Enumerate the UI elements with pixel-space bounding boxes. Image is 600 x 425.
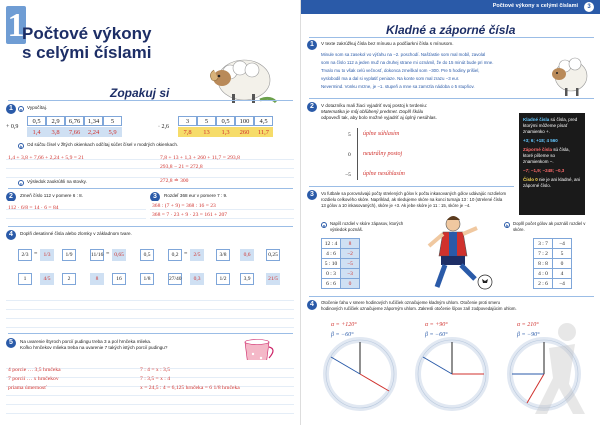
eq-op: = <box>106 251 110 257</box>
ram-illustration <box>200 40 280 108</box>
answer-cell: 7,66 <box>65 127 84 137</box>
ex4-r1-c3: 11/16 <box>90 249 104 261</box>
cell: 2,9 <box>46 116 65 126</box>
ex5-l2b: 7 : 3,5 = x : 4 <box>140 376 171 382</box>
ex1-calc-b1: 1,4 + 3,8 + 7,66 + 2,24 + 5,9 = 21 <box>8 155 84 161</box>
def-pos-title: Kladné čísla <box>523 117 550 122</box>
angle-1-alpha: α = +120° <box>331 322 357 328</box>
ex5-l1b: 7 : 4 = x : 3,5 <box>140 367 171 373</box>
cell: 5 <box>553 249 572 259</box>
scale-top: 5 <box>348 132 351 138</box>
angle-3-alpha: α = 210° <box>517 322 539 328</box>
cell: 3 <box>178 116 197 126</box>
ex4-r2-c1: 1 <box>18 273 32 285</box>
section-divider <box>309 37 594 38</box>
answer-cell: −3 <box>341 269 360 279</box>
ex4-r1-a2: 0,65 <box>112 249 126 261</box>
divider <box>8 188 293 189</box>
cell: 0,5 <box>216 116 235 126</box>
cell: 12 : 4 <box>322 239 341 249</box>
answer-cell: 11,7 <box>254 127 273 137</box>
section-title: Zopakuj si <box>110 86 170 100</box>
ex1-op2: · 2,6 <box>158 124 169 130</box>
scale-mid: 0 <box>348 152 351 158</box>
ex2-task: Zmeň číslo 112 v pomere 6 : 8. <box>20 193 83 198</box>
cell: 5 : 10 <box>322 259 341 269</box>
ex4-r1-c5: 0,2 <box>168 249 182 261</box>
ex4-text1: Otočenie ťahu v smere hodinových ručičiek označujeme kladným uhlom. Otočenie proti smeru <box>321 300 501 305</box>
cell: 6 : 6 <box>322 279 341 289</box>
answer-cell: 2,24 <box>84 127 103 137</box>
exercise-3-badge: 3 <box>150 192 160 202</box>
exercise-1-badge: 1 <box>6 104 16 114</box>
cell: 4 : 6 <box>322 249 341 259</box>
ex5-l3b: x = 24,5 : 4 = 6,125 hrnčeka = 6 1/8 hrnčeka <box>140 385 240 391</box>
ex4-r2-c4: 1/8 <box>140 273 154 285</box>
ex3-sub-a: a <box>322 223 326 228</box>
ex4-r2-c6: 1/2 <box>216 273 230 285</box>
ex4-task: Doplň desatinné čísla alebo zlomky v základnom tvare. <box>20 231 132 236</box>
footballer-illustration <box>409 212 499 294</box>
divider <box>309 296 594 297</box>
ex4-r2-c7: 3,9 <box>240 273 254 285</box>
cell: −4 <box>553 239 572 249</box>
ex3-task: Rozdeľ 368 eur v pomere 7 : 9. <box>164 193 228 198</box>
ex5-task2: Koľko hrnčekov mlieka treba na uvarenie 7 takých istých porcií pudingu? <box>20 345 168 350</box>
answer-cell: 260 <box>235 127 254 137</box>
ex5-l2a: 7 porcií … x hrnčekov <box>8 376 59 382</box>
eq-op: = <box>184 251 188 257</box>
ex2-text3: odpoveďí tak, aby bolo možné vyjadriť aj úplný nesúhlas. <box>321 115 437 120</box>
def-neg-examples: −7; −1,9; −248; −0,3 <box>523 168 565 173</box>
exercise-5-badge: 5 <box>6 338 16 348</box>
chapter-title-line2: s celými číslami <box>22 43 152 62</box>
ex4-r1-c1: 2/3 <box>18 249 32 261</box>
ex2-calc: 112 · 6/8 = 14 · 6 = 84 <box>8 205 59 211</box>
cell: 4 <box>553 269 572 279</box>
ex4-r1-c4: 0,5 <box>140 249 154 261</box>
ex1-sub-b: b <box>19 144 23 149</box>
cell: 3 : 7 <box>534 239 553 249</box>
ex1-table2-top <box>178 116 273 126</box>
ex1-sub-a: a <box>19 107 23 112</box>
ex1-task-b: Od súčtu čísel v žltých okienkach odčítaj súčet čísel v modrých okienkach. <box>27 142 179 147</box>
ex5-task1: Na uvarenie štyroch porcií pudingu treba 3 a pol hrnčeka mlieka. <box>20 339 152 344</box>
cell: 100 <box>235 116 254 126</box>
exercise-4-badge: 4 <box>307 300 317 310</box>
ex1-calc-b3: 293,8 − 21 = 272,8 <box>160 164 203 170</box>
scale-bottom: −5 <box>345 172 351 178</box>
ex4-lines <box>6 292 294 328</box>
scale-label-bottom: úplne nesúhlasím <box>363 171 405 177</box>
ex3-calc2: 368 = 7 · 23 + 9 · 23 = 161 + 207 <box>152 212 228 218</box>
def-neg-text: sú čísla, ktoré píšeme so znamienkom −. <box>523 147 570 164</box>
ex4-r2-a4: 21/5 <box>266 273 280 285</box>
divider <box>309 98 594 99</box>
divider <box>8 226 293 227</box>
cell: 1,34 <box>84 116 103 126</box>
cell: 7 : 2 <box>534 249 553 259</box>
exercise-1-badge: 1 <box>307 40 317 50</box>
cell: 5 <box>103 116 122 126</box>
running-header: Počtové výkony s celými číslami <box>492 3 578 9</box>
ex1-task-c: Výsledok zaokrúhli na stovky. <box>27 179 87 184</box>
section-divider <box>8 100 293 101</box>
ex1-op1: + 0,9 <box>6 124 19 130</box>
answer-cell: 1,4 <box>27 127 46 137</box>
exercise-4-badge: 4 <box>6 230 16 240</box>
ex1-text6: Nevermind. Vonku mrzne, je −1. stupeň a mne sa zamrzla nádoba o 5 stupňov. <box>321 84 475 89</box>
exercise-2-badge: 2 <box>307 102 317 112</box>
ex4-r2-a2: 8 <box>90 273 104 285</box>
ex1-task: Vypočítaj. <box>27 105 48 110</box>
cell: 8 : 8 <box>534 259 553 269</box>
scale-label-top: úplne súhlasím <box>363 131 400 137</box>
ex3-task-a: Napíš rozdiel v skóre zápasov, ktorých výsledok poznáš. <box>330 221 404 232</box>
scale-axis <box>357 128 358 180</box>
ex1-table1-top <box>27 116 122 126</box>
answer-cell: 8 <box>341 239 360 249</box>
angle-1-beta: β = −60° <box>331 332 354 338</box>
answer-cell: 7,8 <box>178 127 197 137</box>
ex4-r1-a1: 1/3 <box>40 249 54 261</box>
ex1-text4: Trvalo mu to však celú večnosť, dokonca zmeškal som −300. Pre 5 hodiny prišiel, <box>321 68 480 73</box>
cell: 0,5 <box>27 116 46 126</box>
cell: 4,5 <box>254 116 273 126</box>
answer-cell: 3,8 <box>46 127 65 137</box>
chapter-title-line1: Počtové výkony <box>22 24 152 43</box>
cell: 6,76 <box>65 116 84 126</box>
sheep-illustration <box>547 46 591 98</box>
def-zero-text: nie je ani kladné, ani záporné číslo. <box>523 177 581 188</box>
scale-label-mid: neutrálny postoj <box>363 151 403 157</box>
watermark-figure <box>519 318 591 422</box>
ex3-table-a <box>321 238 360 289</box>
def-zero-title: Číslo 0 <box>523 177 538 182</box>
answer-cell: 13 <box>197 127 216 137</box>
ex2-text2: Matematika je môj obľúbený predmet. Doplň škálu <box>321 109 424 114</box>
ex3-text3: 13 gólov a 10 inkasovaných), skóre je +3. Ak jebe skóre je 11 : 15, skóre je −4. <box>321 203 471 208</box>
ex4-r1-a3: 2/5 <box>190 249 204 261</box>
chapter-number: 1 <box>7 7 25 44</box>
ex4-r2-c2: 2 <box>62 273 76 285</box>
def-pos-examples: +3; 6; +18; 4 560 <box>523 138 558 143</box>
cell: −4 <box>553 279 572 289</box>
ex1-calc-b2: 7,8 + 13 + 1,3 + 260 + 11,7 = 293,8 <box>160 155 240 161</box>
ex1-text1: V texte zakrúžkuj čísla bez mínusu a podčiarkni čísla s mínusom. <box>321 41 454 46</box>
ex1-table2-ans <box>178 127 273 137</box>
ex4-r2-c5: 27/40 <box>168 273 182 285</box>
ex1-table1-ans <box>27 127 122 137</box>
right-page <box>300 0 600 425</box>
definition-box <box>519 113 585 215</box>
answer-cell: 5,9 <box>103 127 122 137</box>
ex3-text1: Vo futbale sa porovnávajú počty strelených gólov k počtu inkasovaných gólov udávajúc rozdielom <box>321 191 507 196</box>
answer-cell: −2 <box>341 249 360 259</box>
eq-op: = <box>34 251 38 257</box>
ex1-calc-c: 272,8 ≐ 300 <box>160 178 189 184</box>
ex4-r1-c6: 3/8 <box>216 249 230 261</box>
ex4-r2-a3: 0,3 <box>190 273 204 285</box>
ex3-sub-b: b <box>505 223 509 228</box>
exercise-3-badge: 3 <box>307 190 317 200</box>
answer-cell: −5 <box>341 259 360 269</box>
section-title: Kladné a záporné čísla <box>386 23 516 37</box>
ex5-l3a: priama úmernosť <box>8 385 47 391</box>
def-neg-title: Záporné čísla <box>523 147 553 152</box>
ex3-table-b <box>533 238 572 289</box>
angle-2-beta: β = −60° <box>425 332 448 338</box>
ex4-text2: hodinových ručičiek označujeme záporným uhlom. Zakresli otočenie šípov zaň zodpovedajúcim uhlom. <box>321 306 517 311</box>
angle-3-beta: β = −90° <box>517 332 540 338</box>
divider <box>309 186 514 187</box>
exercise-2-badge: 2 <box>6 192 16 202</box>
ex3-calc1: 368 : (7 + 9) = 368 : 16 = 23 <box>152 203 216 209</box>
page-number: 3 <box>584 2 594 12</box>
def-pos-text: sú čísla, pred ktorými môžeme písať znamienko +. <box>523 117 578 134</box>
cell: 0 <box>553 259 572 269</box>
cell: 0 : 3 <box>322 269 341 279</box>
ex1-text5: vyslobodil ma a dal si vyplatiť peniaze. Na konte som mal zrazu −3 eur. <box>321 76 460 81</box>
answer-cell: 1,3 <box>216 127 235 137</box>
ex2-text1: V dotazníku mali žiaci vyjadriť svoj postoj k tvrdeniu: <box>321 103 428 108</box>
answer-cell: 0 <box>341 279 360 289</box>
ex3-task-b: Doplň počet gólov ak poznáš rozdiel v skóre. <box>513 221 586 232</box>
angle-2-alpha: α = +90° <box>425 322 448 328</box>
ex4-r1-c2: 1/9 <box>62 249 76 261</box>
cell: 5 <box>197 116 216 126</box>
chapter-title <box>22 24 212 62</box>
ex1-text2: Minule som sa zasekol vo výťahu na −2. poschodí. Našťastie som mal mobil, zavolal <box>321 52 486 57</box>
ex1-text3: som na číslo 112 a jeden muž na druhej strane mi oznámil, že do 15 minút bude pri mne. <box>321 60 494 65</box>
ex4-r1-c7: 0,25 <box>266 249 280 261</box>
ex4-r2-a1: 4/5 <box>40 273 54 285</box>
ex3-text2: rozdielu celkového skóre. Napríklad, ak sledujeme skóre na konci turnaja 13 : 10 (strelené čísla <box>321 197 503 202</box>
cell: 4 : 0 <box>534 269 553 279</box>
ex1-sub-c: c <box>19 181 23 186</box>
ex4-r2-c3: 16 <box>112 273 126 285</box>
cell: 2 : 6 <box>534 279 553 289</box>
ex5-l1a: 4 porcie … 3,5 hrnčeka <box>8 367 61 373</box>
ex4-r1-a4: 0,6 <box>240 249 254 261</box>
